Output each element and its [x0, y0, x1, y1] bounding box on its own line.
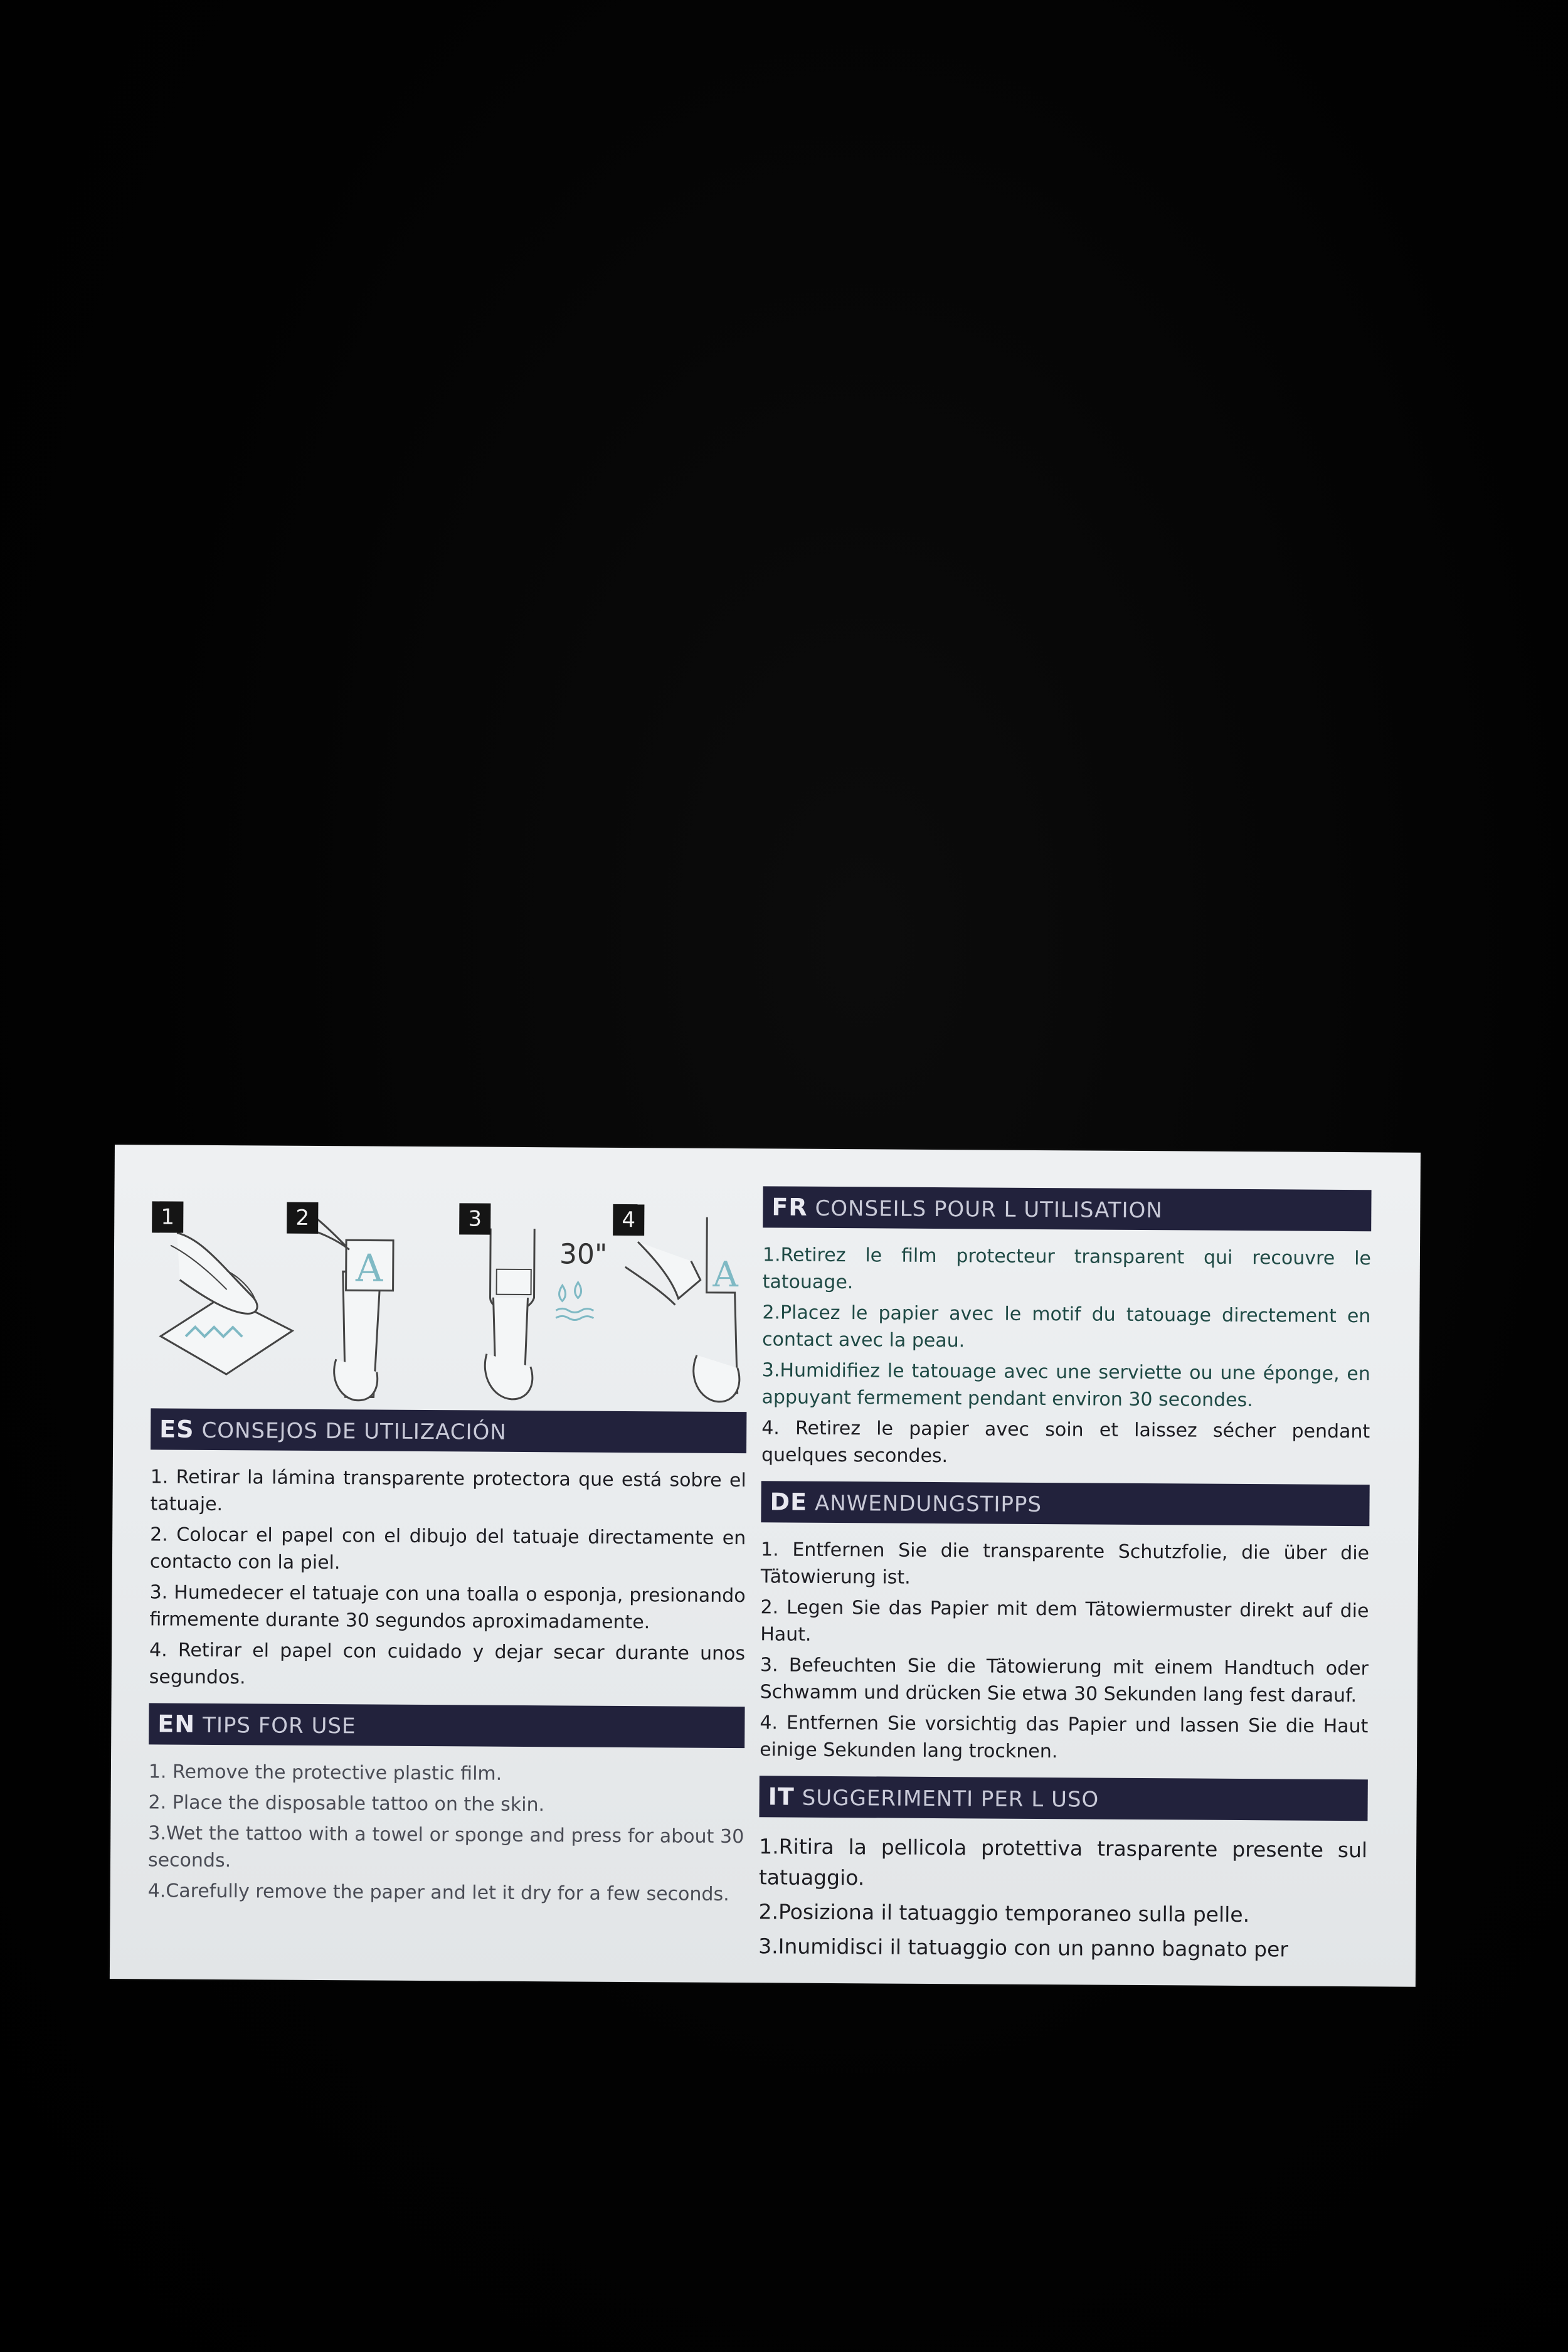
step-number: 3	[459, 1203, 490, 1234]
instruction-item: 2. Legen Sie das Papier mit dem Tätowiermuster direkt auf die Haut.	[760, 1596, 1369, 1646]
instruction-item: 4.Carefully remove the paper and let it dry for a few seconds.	[147, 1880, 729, 1906]
svg-text:A: A	[712, 1254, 739, 1296]
instruction-item: 4. Retirez le papier avec soin et laissez sécher pendant quelques secondes.	[761, 1417, 1370, 1468]
right-column	[758, 1186, 1372, 1978]
instruction-item: 1. Remove the protective plastic film.	[148, 1761, 502, 1785]
language-code: DE	[770, 1488, 808, 1516]
language-code: EN	[157, 1710, 196, 1738]
section-es	[149, 1408, 747, 1694]
step-number: 1	[152, 1201, 183, 1232]
instruction-item: 3.Wet the tattoo with a towel or sponge and press for about 30 seconds.	[147, 1822, 744, 1872]
section-it	[758, 1776, 1368, 1965]
section-en	[148, 1703, 745, 1908]
instruction-item: 1.Ritira la pellicola protettiva trasparente presente sul tatuaggio.	[758, 1834, 1368, 1890]
section-title: ANWENDUNGSTIPPS	[814, 1490, 1042, 1518]
step-illustrations	[151, 1182, 748, 1406]
instruction-item: 1. Entfernen Sie die transparente Schutzfolie, die über die Tätowierung ist.	[760, 1539, 1370, 1589]
instruction-item: 4. Entfernen Sie vorsichtig das Papier und lassen Sie die Haut einige Sekunden lang trocknen.	[760, 1712, 1369, 1763]
instruction-item: 1. Retirar la lámina transparente protectora que está sobre el tatuaje.	[150, 1466, 746, 1516]
step-3-illustration	[458, 1203, 608, 1392]
timer-label: 30"	[559, 1238, 608, 1271]
instruction-item: 3. Befeuchten Sie die Tätowierung mit einem Handtuch oder Schwamm und drücken Sie etwa 30 Sekunden lang fest darauf.	[760, 1654, 1369, 1707]
section-header	[151, 1408, 746, 1453]
instruction-item: 4. Retirar el papel con cuidado y dejar secar durante unos segundos.	[149, 1639, 746, 1689]
step-number: 4	[613, 1204, 644, 1236]
section-header	[761, 1481, 1369, 1526]
instruction-item: 2.Posiziona il tatuaggio temporaneo sulla pelle.	[758, 1899, 1250, 1927]
instruction-item: 2. Colocar el papel con el dibujo del tatuaje directamente en contacto con la piel.	[149, 1523, 746, 1574]
instruction-item: 3. Humedecer el tatuaje con una toalla o esponja, presionando firmemente durante 30 segundos aproximadamente.	[149, 1581, 746, 1634]
step-number: 2	[287, 1202, 318, 1234]
step-2-illustration	[286, 1202, 425, 1391]
instruction-item: 2.Placez le papier avec le motif du tatouage directement en contact avec la peau.	[762, 1301, 1371, 1352]
step-4-illustration	[612, 1204, 751, 1393]
language-code: IT	[768, 1783, 795, 1811]
section-title: TIPS FOR USE	[202, 1712, 356, 1739]
instruction-item: 2. Place the disposable tattoo on the skin.	[148, 1791, 545, 1816]
section-header	[759, 1776, 1367, 1821]
step-1-illustration	[151, 1201, 290, 1390]
left-column	[147, 1182, 748, 1920]
section-title: SUGGERIMENTI PER L USO	[802, 1785, 1099, 1813]
section-title: CONSEILS POUR L UTILISATION	[815, 1195, 1163, 1224]
language-code: FR	[771, 1193, 808, 1221]
svg-text:A: A	[355, 1246, 383, 1291]
instruction-card	[110, 1145, 1421, 1987]
instruction-item: 3.Inumidisci il tatuaggio con un panno bagnato per	[758, 1934, 1289, 1962]
instruction-item: 3.Humidifiez le tatouage avec une serviette ou une éponge, en appuyant fermement pendant environ 30 secondes.	[761, 1359, 1370, 1412]
section-title: CONSEJOS DE UTILIZACIÓN	[201, 1417, 507, 1445]
instruction-item: 1.Retirez le film protecteur transparent qui recouvre le tatouage.	[762, 1244, 1372, 1294]
section-header	[149, 1703, 744, 1748]
section-de	[760, 1481, 1370, 1767]
section-fr	[761, 1186, 1372, 1472]
section-header	[763, 1186, 1371, 1231]
language-code: ES	[159, 1415, 194, 1443]
